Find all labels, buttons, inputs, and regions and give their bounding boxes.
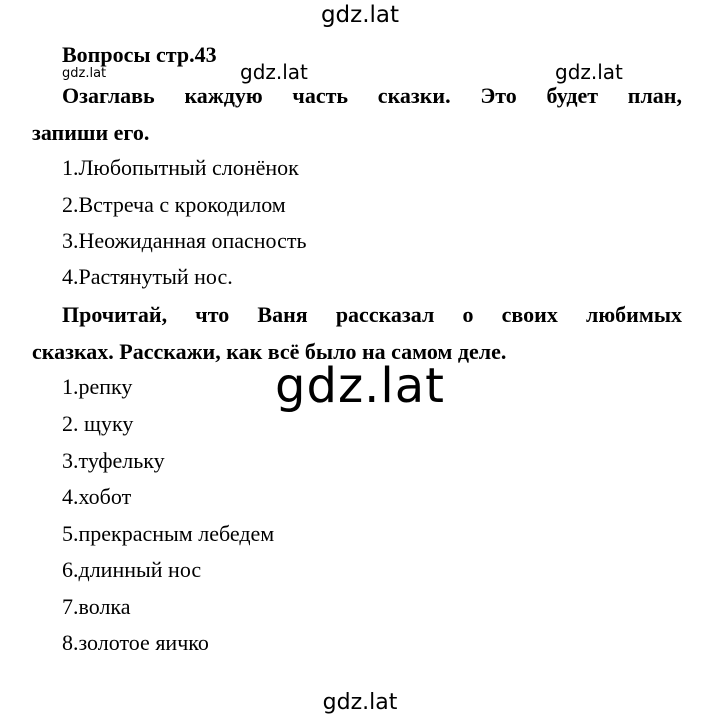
watermark-center: gdz.lat bbox=[275, 358, 445, 414]
question-1-line-1: Озаглавь каждую часть сказки. Это будет план, bbox=[62, 83, 682, 108]
watermark-mid-1: gdz.lat bbox=[240, 60, 308, 84]
plan-item: 2.Встреча с крокодилом bbox=[62, 192, 286, 217]
answer-item: 8.золотое яичко bbox=[62, 630, 209, 655]
answer-item: 7.волка bbox=[62, 594, 131, 619]
answer-item: 6.длинный нос bbox=[62, 557, 202, 582]
watermark-small: gdz.lat bbox=[62, 66, 107, 81]
watermark-bottom: gdz.lat bbox=[322, 690, 398, 715]
plan-item: 3.Неожиданная опасность bbox=[62, 228, 307, 253]
plan-item: 4.Растянутый нос. bbox=[62, 264, 233, 289]
question-2-line-2: сказках. Расскажи, как всё было на самом деле. bbox=[32, 339, 507, 364]
answer-item: 4.хобот bbox=[62, 484, 132, 509]
watermark-top: gdz.lat bbox=[320, 2, 400, 28]
answer-item: 2. щуку bbox=[62, 411, 134, 436]
page-heading: Вопросы стр.43 bbox=[62, 42, 217, 67]
question-1-line-2: запиши его. bbox=[32, 120, 150, 145]
plan-item: 1.Любопытный слонёнок bbox=[62, 155, 299, 180]
answer-item: 1.репку bbox=[62, 374, 133, 399]
answer-item: 3.туфельку bbox=[62, 448, 165, 473]
watermark-mid-2: gdz.lat bbox=[555, 60, 623, 84]
question-2-line-1: Прочитай, что Ваня рассказал о своих любимых bbox=[62, 302, 682, 327]
answer-item: 5.прекрасным лебедем bbox=[62, 521, 275, 546]
question-1 bbox=[32, 77, 682, 151]
